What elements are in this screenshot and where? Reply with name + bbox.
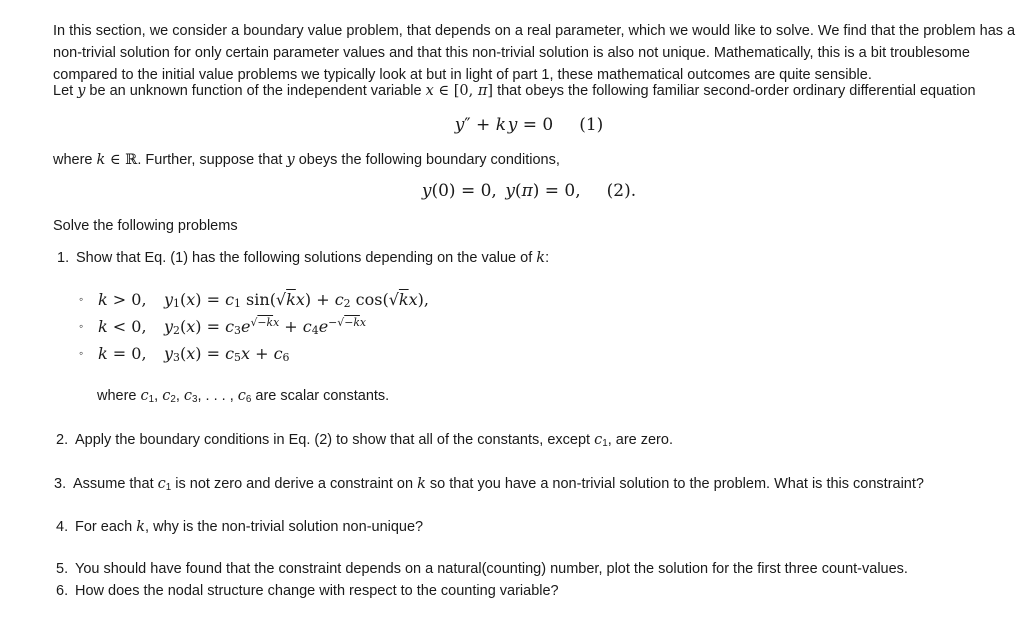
problem-item-4	[56, 516, 423, 538]
bullet-icon: ◦	[79, 319, 84, 333]
case-solution: $y_2(x) = c_3e^{√-kx} + c_4e^{-√-kx}$	[164, 316, 367, 338]
problem-item-5	[56, 558, 908, 580]
equation-1	[53, 112, 1005, 138]
problem-number: 2.	[56, 432, 69, 448]
equation-2-number: (2).	[606, 181, 637, 201]
problem-text: Apply the boundary conditions in Eq. (2) to show that all of the constants, except $c_1$, are zero.	[75, 432, 673, 449]
setup-sentence: Let y be an unknown function of the independent variable x ∈ [0, π] that obeys the following familiar second-order ordinary differential equation	[53, 83, 976, 99]
constants-note: where $c_1$, $c_2$, $c_3$, . . . , $c_6$ are scalar constants.	[97, 388, 390, 405]
case-k-zero	[79, 340, 429, 367]
problem-number: 3.	[54, 476, 67, 492]
bullet-icon: ◦	[79, 292, 84, 306]
problem-number: 4.	[56, 519, 69, 535]
problem-item-2	[56, 429, 673, 451]
problem-number: 6.	[56, 583, 69, 599]
problem-text: How does the nodal structure change with respect to the counting variable?	[75, 583, 559, 599]
case-condition: k < 0,	[98, 317, 147, 336]
case-k-negative	[79, 313, 429, 340]
case-condition: k = 0,	[98, 344, 147, 363]
case-k-positive	[79, 286, 429, 313]
problem-item-1	[57, 247, 549, 269]
equation-1-number: (1)	[579, 115, 604, 135]
problem-item-6	[56, 580, 559, 602]
solve-heading: Solve the following problems	[53, 218, 238, 234]
problem-text: For each k, why is the non-trivial solution non-unique?	[75, 519, 424, 535]
problem-number: 5.	[56, 561, 69, 577]
equation-1-body: y″ + k y = 0	[454, 115, 554, 135]
equation-2-body: y(0) = 0, y(π) = 0,	[421, 181, 581, 201]
solution-cases-list	[79, 286, 429, 367]
problem-text: Show that Eq. (1) has the following solutions depending on the value of k:	[76, 250, 550, 266]
problem-item-3	[54, 473, 924, 495]
bullet-icon: ◦	[79, 346, 84, 360]
case-solution: $y_3(x) = c_5x + c_6$	[164, 344, 290, 365]
boundary-conditions-sentence: where k ∈ ℝ. Further, suppose that y obeys the following boundary conditions,	[53, 152, 560, 168]
problem-text: Assume that $c_1$ is not zero and derive a constraint on k so that you have a non-trivial solution to the problem. What is this constraint?	[73, 476, 924, 493]
problem-text: You should have found that the constraint depends on a natural(counting) number, plot the solution for the first three count-values.	[75, 561, 908, 577]
case-condition: k > 0,	[98, 290, 147, 309]
problem-number: 1.	[57, 250, 70, 266]
case-solution: $y_1(x) = c_1$ $\sin(√kx) + c_2$ cos(√kx),	[164, 290, 429, 311]
intro-paragraph: In this section, we consider a boundary value problem, that depends on a real parameter, which we would like to solve. We find that the problem has a non-trivial solution for only certain parameter values and that this non-trivial solution is also not unique. Mathematically, this is a bit troublesome compared to the initial value problems we typically look at but in light of part 1, these mathematical outcomes are quite sensible.	[53, 22, 1016, 83]
equation-2	[53, 178, 1005, 204]
